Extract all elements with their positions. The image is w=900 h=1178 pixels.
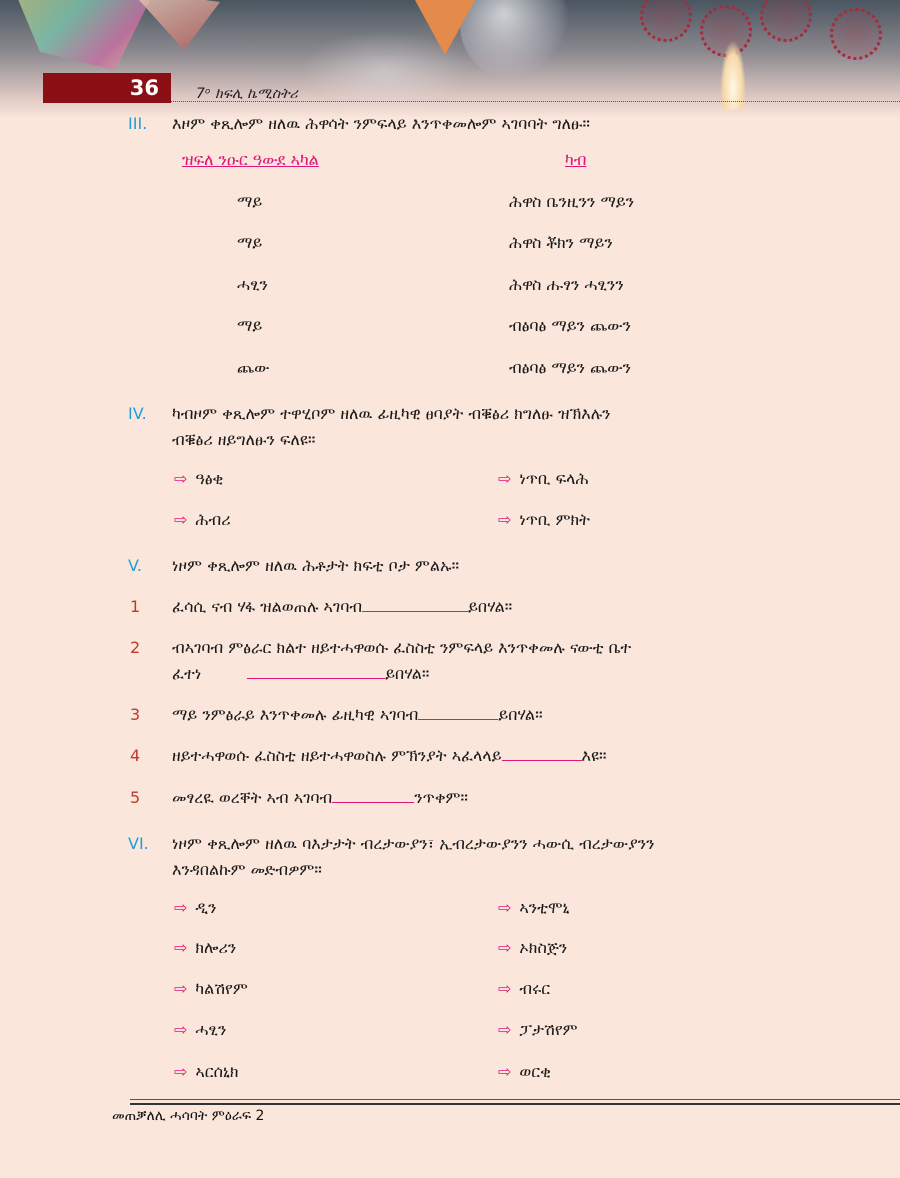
table-header-substance: ዝፍለ ንዑር ዓውደ ኣካል — [182, 150, 319, 169]
arrow-right-icon: ⇨ — [498, 510, 512, 529]
footer-divider — [130, 1099, 900, 1100]
answer-blank[interactable] — [332, 802, 414, 803]
section-instruction: እዞም ቀጺሎም ዘለዉ ሕዋሳት ንምፍላይ እንጥቀመሎም ኣገባባት ግለፁ። — [172, 114, 590, 133]
answer-blank[interactable] — [362, 611, 468, 612]
section-label: V. — [128, 556, 142, 575]
list-item: ⇨ ነጥቢ ፍላሕ — [498, 469, 589, 488]
question-number: 3 — [130, 705, 141, 724]
table-cell: ማይ — [237, 192, 263, 211]
arrow-right-icon: ⇨ — [498, 898, 512, 917]
list-item: ⇨ ሕብሪ — [174, 510, 231, 529]
crystal-graphic — [10, 0, 160, 70]
question-text: ፈሳሲ ናብ ሃፋ ዝልወጠሉ ኣገባብ ይበሃል። — [172, 597, 513, 616]
section-instruction: ብቑፅሪ ዘይግለፁን ፍለዩ። — [172, 430, 316, 449]
section-instruction: ነዞም ቀጺሎም ዘለዉ ባእታታት ብረታውያን፣ ኢብረታውያንን ሓውሲ ብረታውያንን — [172, 834, 655, 853]
table-cell: ሕዋስ ቾክን ማይን — [509, 233, 613, 252]
question-text: ማይ ንምፅራይ እንጥቀመሉ ፊዚካዊ ኣገባብ ይበሃል። — [172, 705, 543, 724]
footer-text: መጠቓለሊ ሓሳባት ምዕራፍ 2 — [112, 1108, 265, 1124]
list-item: ⇨ ፓታሽየም — [498, 1020, 578, 1039]
table-cell: ሕዋስ ሑፃን ሓፂንን — [509, 275, 624, 294]
question-number: 4 — [130, 746, 141, 765]
page-number: 36 — [43, 73, 171, 103]
question-number: 2 — [130, 638, 141, 657]
arrow-right-icon: ⇨ — [498, 938, 512, 957]
table-cell: ሕዋስ ቤንዚንን ማይን — [509, 192, 635, 211]
sphere-graphic — [460, 0, 570, 80]
arrow-right-icon: ⇨ — [498, 1020, 512, 1039]
arrow-right-icon: ⇨ — [174, 898, 188, 917]
list-item: ⇨ ካልሽየም — [174, 979, 248, 998]
section-label: VI. — [128, 834, 149, 853]
header-divider — [171, 101, 900, 102]
buckyball-graphic — [640, 0, 692, 42]
list-item: ⇨ ወርቂ — [498, 1062, 552, 1081]
table-cell: ብፅባፅ ማይን ጨውን — [509, 358, 631, 377]
table-cell: ማይ — [237, 233, 263, 252]
arrow-right-icon: ⇨ — [498, 979, 512, 998]
arrow-right-icon: ⇨ — [174, 510, 188, 529]
question-number: 5 — [130, 788, 141, 807]
answer-blank[interactable] — [502, 760, 582, 761]
table-cell: ብፅባፅ ማይን ጨውን — [509, 316, 631, 335]
question-text: ፈተነ ይበሃል። — [172, 664, 430, 683]
table-header-from: ካብ — [565, 150, 587, 169]
arrow-right-icon: ⇨ — [174, 1020, 188, 1039]
running-head: 7ᵒ ክፍሊ ኬሚስትሪ — [196, 86, 298, 102]
list-item: ⇨ ኣንቲሞኒ — [498, 898, 570, 917]
question-number: 1 — [130, 597, 141, 616]
question-text: ዘይተሓዋወሱ ፈስስቲ ዘይተሓዋወስሉ ምኽንያት ኣፈላላይ እዩ። — [172, 746, 607, 765]
list-item: ⇨ ክሎሪን — [174, 938, 237, 957]
question-text: መፃረዪ ወረቐት ኣብ ኣገባብ ንጥቀም። — [172, 788, 468, 807]
table-cell: ማይ — [237, 316, 263, 335]
list-item: ⇨ ነጥቢ ምክት — [498, 510, 590, 529]
arrow-right-icon: ⇨ — [174, 979, 188, 998]
section-instruction: ካብዞም ቀጺሎም ተዋሂቦም ዘለዉ ፊዚካዊ ፀባያት ብቑፅሪ ክግለፁ ዝኽእሉን — [172, 404, 611, 423]
section-instruction: ነዞም ቀጺሎም ዘለዉ ሕቶታት ክፍቲ ቦታ ምልኡ። — [172, 556, 460, 575]
arrow-right-icon: ⇨ — [174, 469, 188, 488]
table-cell: ሓፂን — [237, 275, 268, 294]
flame-graphic — [720, 40, 746, 110]
section-label: IV. — [128, 404, 147, 423]
answer-blank[interactable] — [418, 719, 498, 720]
list-item: ⇨ ኦክስጅን — [498, 938, 568, 957]
arrow-right-icon: ⇨ — [498, 1062, 512, 1081]
question-text: ብኣገባብ ምፅራር ክልተ ዘይተሓዋወሱ ፈስስቲ ንምፍላይ እንጥቀመሉ ናውቲ ቤተ — [172, 638, 632, 657]
section-instruction: እንዳበልኩም መድብዎም። — [172, 860, 322, 879]
arrow-right-icon: ⇨ — [174, 1062, 188, 1081]
list-item: ⇨ ኣርሰኒክ — [174, 1062, 239, 1081]
buckyball-graphic — [760, 0, 812, 42]
list-item: ⇨ ዲን — [174, 898, 217, 917]
arrow-right-icon: ⇨ — [174, 938, 188, 957]
buckyball-graphic — [830, 8, 882, 60]
arrow-right-icon: ⇨ — [498, 469, 512, 488]
footer-divider — [130, 1103, 900, 1105]
section-label: III. — [128, 114, 148, 133]
list-item: ⇨ ዓፅቂ — [174, 469, 224, 488]
list-item: ⇨ ሓፂን — [174, 1020, 227, 1039]
list-item: ⇨ ብሩር — [498, 979, 551, 998]
table-cell: ጨው — [237, 358, 270, 377]
answer-blank[interactable] — [247, 678, 385, 679]
